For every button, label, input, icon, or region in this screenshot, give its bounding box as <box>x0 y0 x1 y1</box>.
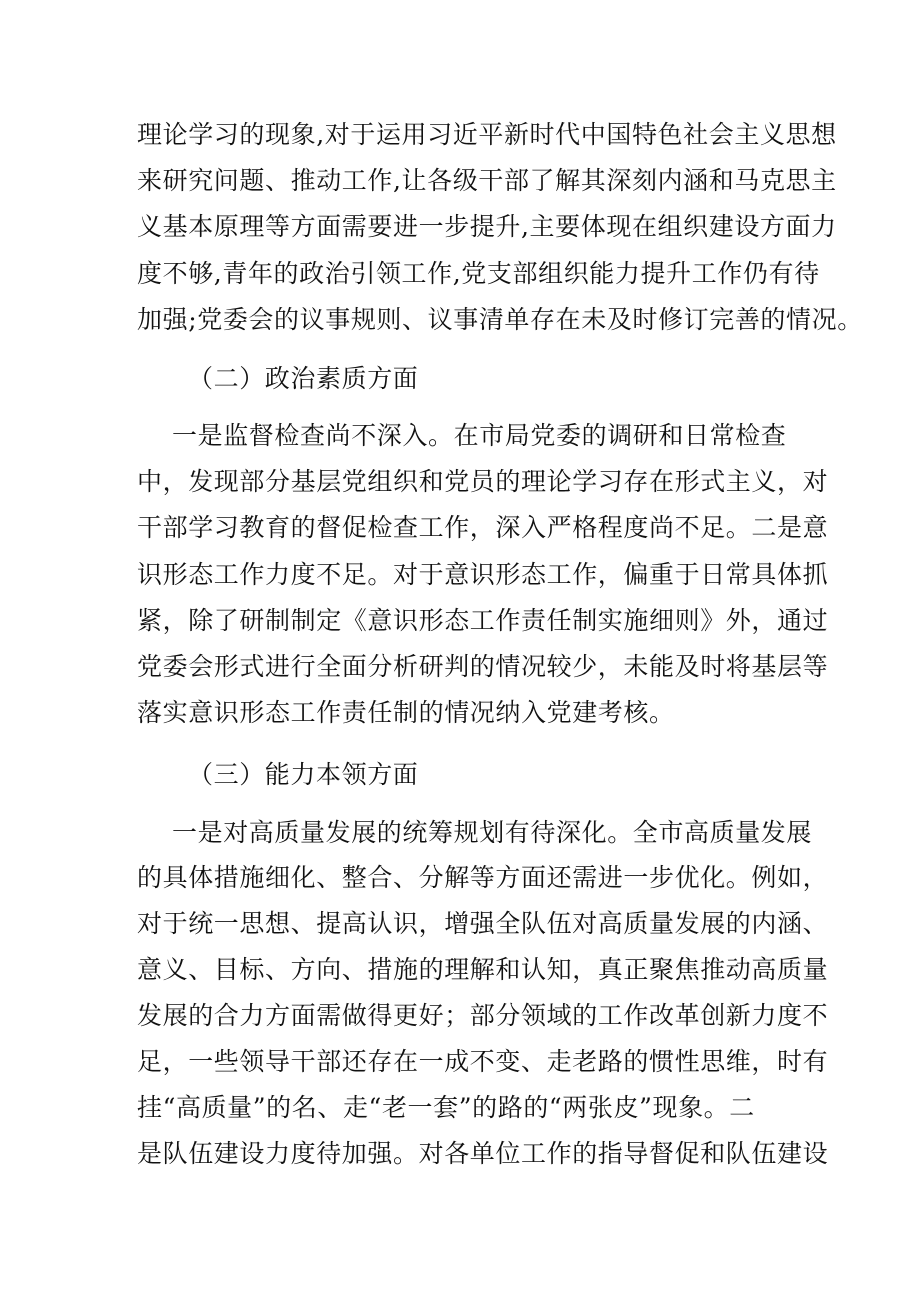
section-2-line-1: 一是监督检查尚不深入。在市局党委的调研和日常检查 <box>172 421 787 450</box>
section-2-heading: （二）政治素质方面 <box>188 364 419 393</box>
section-2-line-7: 落实意识形态工作责任制的情况纳入党建考核。 <box>137 698 675 727</box>
section-3-line-1: 一是对高质量发展的统筹规划有待深化。全市高质量发展 <box>172 818 813 847</box>
section-2-line-5: 紧，除了研制制定《意识形态工作责任制实施细则》外，通过 <box>137 606 829 635</box>
section-2-line-3: 干部学习教育的督促检查工作，深入严格程度尚不足。二是意 <box>137 513 829 542</box>
section-3-line-6: 足，一些领导干部还存在一成不变、走老路的惯性思维，时有 <box>137 1047 829 1076</box>
section-3-line-5: 发展的合力方面需做得更好；部分领域的工作改革创新力度不 <box>137 1001 829 1030</box>
section-2-line-2: 中，发现部分基层党组织和党员的理论学习存在形式主义，对 <box>137 467 829 496</box>
section-2-line-4: 识形态工作力度不足。对于意识形态工作，偏重于日常具体抓 <box>137 560 829 589</box>
section-3-line-3: 对于统一思想、提高认识，增强全队伍对高质量发展的内涵、 <box>137 909 829 938</box>
paragraph-1-line-2: 来研究问题、推动工作,让各级干部了解其深刻内涵和马克思主 <box>137 166 837 195</box>
section-3-line-7: 挂“高质量”的名、走“老一套”的路的“两张皮”现象。二 <box>137 1093 755 1122</box>
section-3-heading: （三）能力本领方面 <box>188 760 419 789</box>
section-2-line-6: 党委会形式进行全面分析研判的情况较少，未能及时将基层等 <box>137 652 829 681</box>
paragraph-1-line-3: 义基本原理等方面需要进一步提升,主要体现在组织建设方面力 <box>137 212 837 241</box>
section-3-line-2: 的具体措施细化、整合、分解等方面还需进一步优化。例如， <box>137 863 829 892</box>
paragraph-1-line-5: 加强;党委会的议事规则、议事清单存在未及时修订完善的情况。 <box>137 305 863 334</box>
section-3-line-4: 意义、目标、方向、措施的理解和认知，真正聚焦推动高质量 <box>137 955 829 984</box>
section-3-line-8: 是队伍建设力度待加强。对各单位工作的指导督促和队伍建设 <box>137 1139 829 1168</box>
paragraph-1-line-1: 理论学习的现象,对于运用习近平新时代中国特色社会主义思想 <box>137 120 837 149</box>
paragraph-1-line-4: 度不够,青年的政治引领工作,党支部组织能力提升工作仍有待 <box>137 259 820 288</box>
